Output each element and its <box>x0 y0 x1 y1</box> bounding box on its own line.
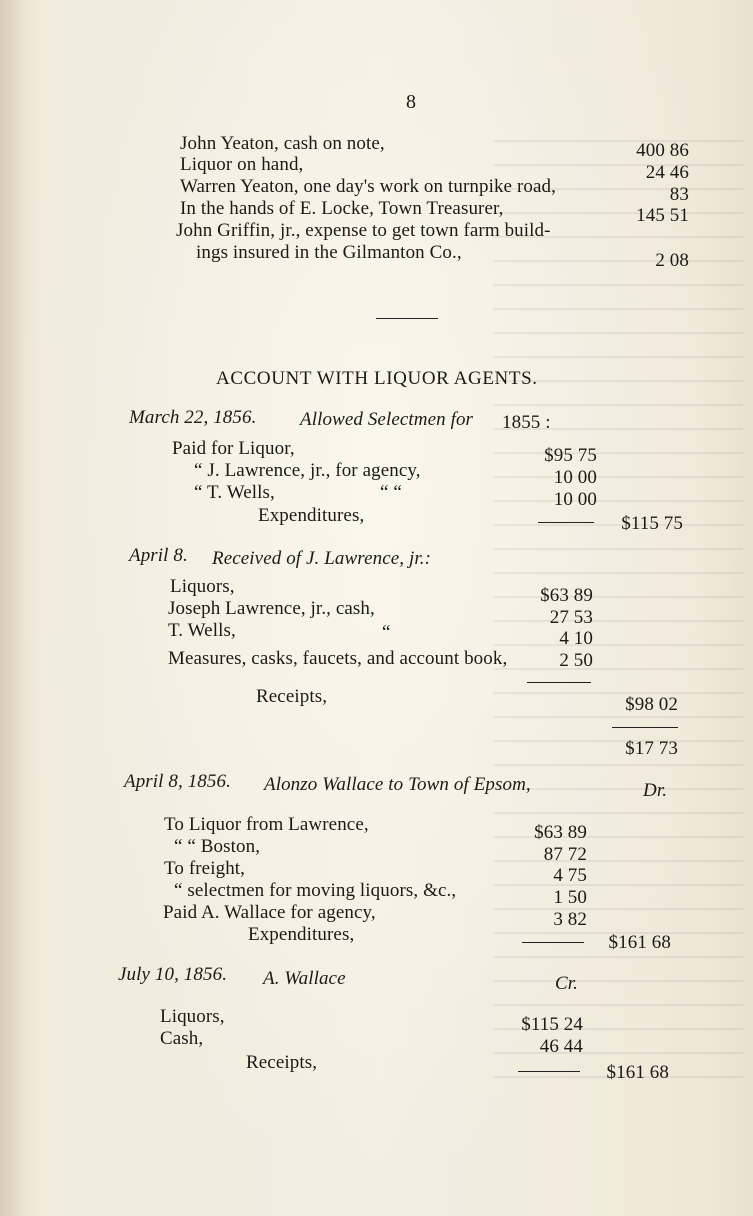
block-title: Allowed Selectmen for <box>300 409 474 430</box>
item-text: Cash, <box>160 1028 204 1049</box>
item-amount: 10 00 <box>553 489 597 510</box>
total-label: Expenditures, <box>258 505 365 526</box>
total-label: Receipts, <box>256 686 328 707</box>
item-amount: 4 75 <box>553 865 587 886</box>
item-amount: 3 82 <box>553 909 587 930</box>
block-title-year: 1855 : <box>502 412 551 433</box>
total-amount: $161 68 <box>606 1062 669 1083</box>
item-amount: $95 75 <box>544 445 597 466</box>
item-text: Paid for Liquor, <box>172 438 295 459</box>
item-amount: 46 44 <box>539 1036 583 1057</box>
item-text: Joseph Lawrence, jr., cash, <box>168 598 375 619</box>
item-amount: 27 53 <box>549 607 593 628</box>
item-amount: $63 89 <box>540 585 593 606</box>
item-text: “ J. Lawrence, jr., for agency, <box>194 460 421 481</box>
item-amount: 10 00 <box>553 467 597 488</box>
sum-rule <box>612 727 678 728</box>
sum-rule <box>518 1071 580 1072</box>
item-text: Liquors, <box>170 576 235 597</box>
page-gutter-shadow <box>0 0 26 1216</box>
balance-amount: $17 73 <box>625 738 678 759</box>
entry-text: John Yeaton, cash on note, <box>180 133 385 154</box>
entry-text: In the hands of E. Locke, Town Treasurer, <box>180 198 504 219</box>
entry-amount: 145 51 <box>636 205 689 226</box>
total-amount: $98 02 <box>625 694 678 715</box>
page-number: 8 <box>406 91 417 113</box>
entry-text: John Griffin, jr., expense to get town farm build- <box>176 220 551 241</box>
total-label: Expenditures, <box>248 924 355 945</box>
block-side-label: Dr. <box>643 780 668 801</box>
entry-amount: 2 08 <box>655 250 689 271</box>
item-amount: 1 50 <box>553 887 587 908</box>
total-label: Receipts, <box>246 1052 318 1073</box>
entry-amount: 24 46 <box>645 162 689 183</box>
item-amount: $63 89 <box>534 822 587 843</box>
item-text: Liquors, <box>160 1006 225 1027</box>
bleed-through-text <box>493 140 743 1100</box>
item-text: Paid A. Wallace for agency, <box>163 902 376 923</box>
item-text: Measures, casks, faucets, and account book, <box>168 648 508 669</box>
sum-rule <box>527 682 591 683</box>
item-text: To freight, <box>164 858 246 879</box>
total-amount: $115 75 <box>621 513 683 534</box>
item-text: T. Wells, <box>168 620 236 641</box>
item-text: “ “ Boston, <box>174 836 261 857</box>
block-date: April 8. <box>129 545 188 566</box>
block-title: Received of J. Lawrence, jr.: <box>212 548 432 569</box>
section-divider <box>376 318 438 319</box>
entry-text: ings insured in the Gilmanton Co., <box>196 242 462 263</box>
item-amount: 87 72 <box>543 844 587 865</box>
ditto-marks: “ “ <box>380 482 402 503</box>
item-text: To Liquor from Lawrence, <box>164 814 369 835</box>
total-amount: $161 68 <box>608 932 671 953</box>
block-title: Alonzo Wallace to Town of Epsom, <box>264 774 531 795</box>
entry-amount: 400 86 <box>636 140 689 161</box>
sum-rule <box>522 942 584 943</box>
item-text: “ T. Wells, <box>194 482 275 503</box>
item-amount: 2 50 <box>559 650 593 671</box>
ditto-marks: “ <box>382 622 391 643</box>
block-date: March 22, 1856. <box>129 407 257 428</box>
entry-amount: 83 <box>669 184 689 205</box>
block-date: July 10, 1856. <box>118 964 228 985</box>
entry-text: Liquor on hand, <box>180 154 304 175</box>
block-title: A. Wallace <box>263 968 346 989</box>
block-date: April 8, 1856. <box>124 771 231 792</box>
item-amount: 4 10 <box>559 628 593 649</box>
section-heading: ACCOUNT WITH LIQUOR AGENTS. <box>216 368 538 389</box>
entry-text: Warren Yeaton, one day's work on turnpike road, <box>180 176 556 197</box>
block-side-label: Cr. <box>555 973 579 994</box>
sum-rule <box>538 522 594 523</box>
item-amount: $115 24 <box>521 1014 583 1035</box>
item-text: “ selectmen for moving liquors, &c., <box>174 880 457 901</box>
